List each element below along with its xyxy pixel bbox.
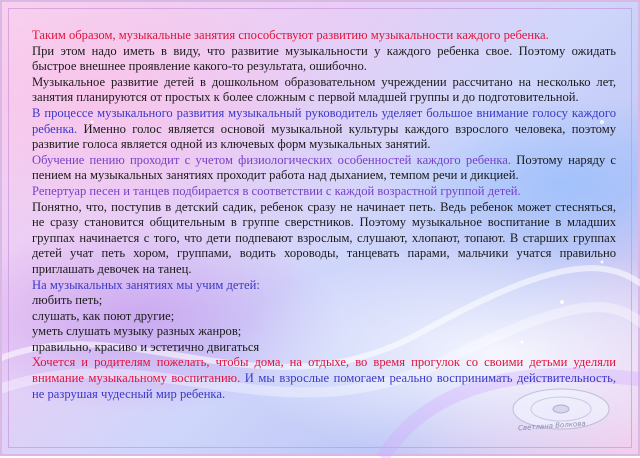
paragraph: Музыкальное развитие детей в дошкольном образовательном учреждении рассчитано на несколько лет, занятия планируются от простых к более сложным с первой младшей группы и до подготовительной.	[32, 74, 616, 105]
paragraph-lead: В процессе музыкального развития музыкальный руководитель уделяет большое внимание голосу каждого ребенка.	[32, 105, 616, 136]
watermark-signature: Светлана Волкова	[517, 419, 586, 433]
paragraph-rest: И мы взрослые помогаем реально воспринимать действительность, не разрушая чудесный мир ребенка.	[32, 371, 616, 401]
paragraph: Репертуар песен и танцев подбирается в соответствии с каждой возрастной группой детей.	[32, 183, 521, 198]
paragraph: правильно, красиво и эстетично двигаться	[32, 339, 260, 354]
paragraph: При этом надо иметь в виду, что развитие музыкальности у каждого ребенка свое. Поэтому ожидать быстрое внешнее проявление какого-то результата, ошибочно.	[32, 43, 616, 74]
paragraph-rest: Поэтому наряду с пением на музыкальных занятиях проходит работа над дыханием, темпом речи и дикцией.	[32, 152, 616, 183]
paragraph: уметь слушать музыку разных жанров;	[32, 324, 242, 339]
paragraph: слушать, как поют другие;	[32, 308, 175, 323]
paragraph: Таким образом, музыкальные занятия способствуют развитию музыкальности каждого ребенка.	[32, 28, 549, 42]
paragraph: На музыкальных занятиях мы учим детей:	[32, 277, 260, 292]
article-text	[32, 28, 616, 402]
paragraph	[32, 106, 616, 153]
paragraph-lead: Обучение пению проходит с учетом физиологических особенностей каждого ребенка.	[32, 152, 512, 167]
paragraph	[32, 153, 616, 184]
paragraph: любить петь;	[32, 293, 103, 308]
paragraph-lead: Хочется и родителям пожелать, чтобы дома, на отдыхе, во время прогулок со своими детьми уделяли внимание музыкальному воспитанию.	[32, 355, 616, 386]
paragraph-rest: Именно голос является основой музыкальной культуры каждого взрослого человека, поэтому развитие голоса является одной из ключевых форм музыкальных занятий.	[32, 121, 616, 152]
paragraph: Понятно, что, поступив в детский садик, ребенок сразу не начинает петь. Ведь ребенок может стесняться, не сразу становится общительным в группе сверстников. Поэтому музыкальное воспитание в младших группах начинается с того, что дети подпевают взрослым, слушают, хлопают, топают. В старших группах детей учат петь хором, группами, водить хороводы, танцевать парами, мальчики учатся правильно приглашать девочек на танец.	[32, 199, 616, 276]
